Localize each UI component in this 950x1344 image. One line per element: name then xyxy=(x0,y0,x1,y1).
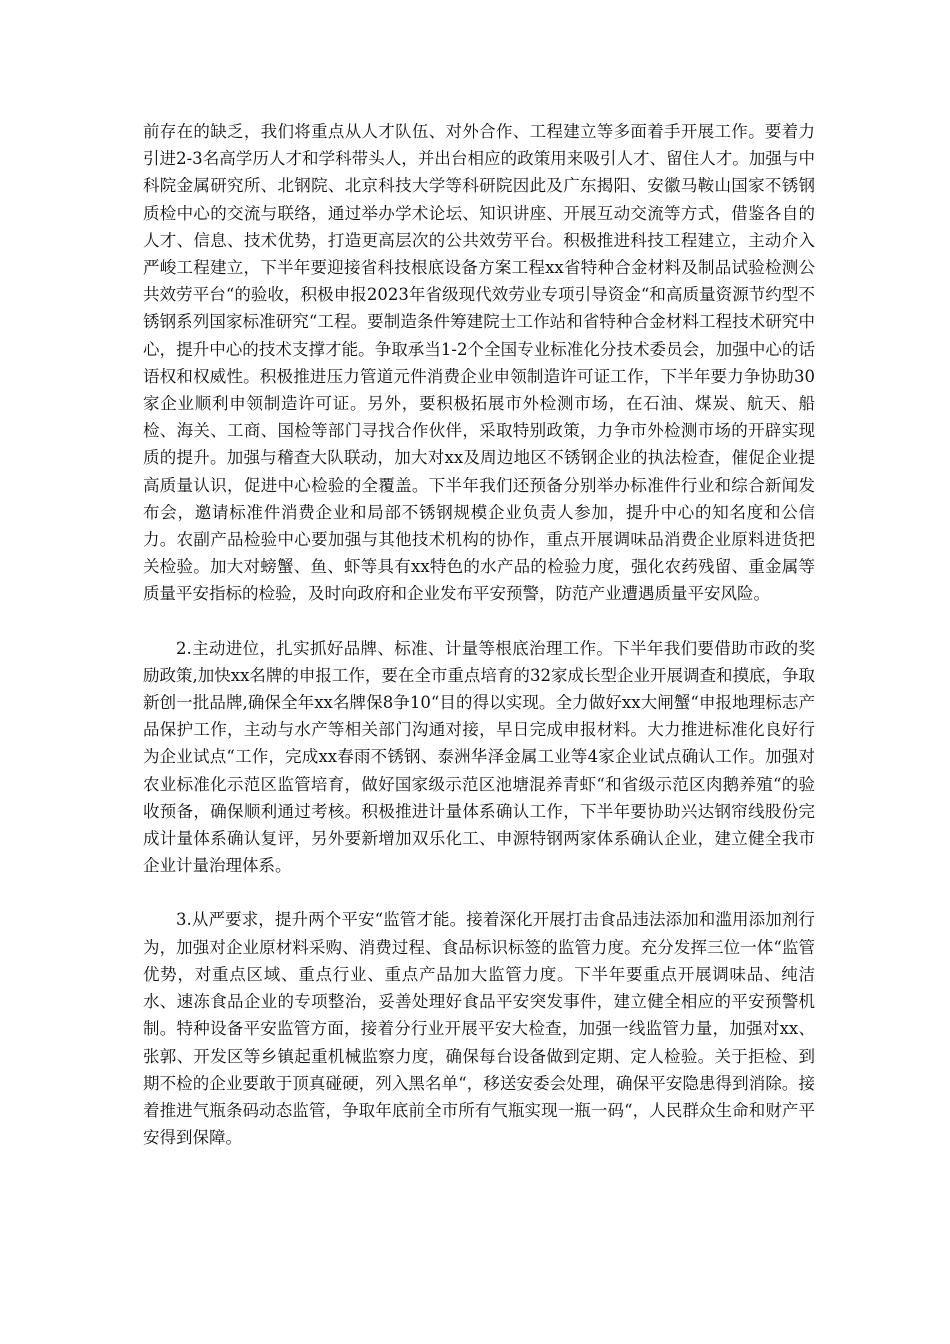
paragraph-2: 2.主动进位，扎实抓好品牌、标准、计量等根底治理工作。下半年我们要借助市政的奖励政策,加快xx名牌的申报工作，要在全市重点培育的32家成长型企业开展调查和摸底，争取新创一批品牌,确保全年xx名牌保8争10“目的得以实现。全力做好xx大闸蟹“申报地理标志产品保护工作，主动与水产等相关部门沟通对接，早日完成申报材料。大力推进标准化良好行为企业试点“工作，完成xx春雨不锈钢、泰洲华泽金属工业等4家企业试点确认工作。加强对农业标准化示范区监管培育，做好国家级示范区池塘混养青虾“和省级示范区肉鹅养殖“的验收预备，确保顺利通过考核。积极推进计量体系确认工作，下半年要协助兴达钢帘线股份完成计量体系确认复评，另外要新增加双乐化工、申源特钢两家体系确认企业，建立健全我市企业计量治理体系。 xyxy=(143,638,815,876)
paragraph-3: 3.从严要求，提升两个平安“监管才能。接着深化开展打击食品违法添加和滥用添加剂行为，加强对企业原材料采购、消费过程、食品标识标签的监管力度。充分发挥三位一体“监管优势，对重点区域、重点行业、重点产品加大监管力度。下半年要重点开展调味品、纯洁水、速冻食品企业的专项整治，妥善处理好食品平安突发事件，建立健全相应的平安预警机制。特种设备平安监管方面，接着分行业开展平安大检查，加强一线监管力量，加强对xx、张郭、开发区等乡镇起重机械监察力度，确保每台设备做到定期、定人检验。关于拒检、到期不检的企业要敢于顶真碰硬，列入黑名单“，移送安委会处理，确保平安隐患得到消除。接着推进气瓶条码动态监管，争取年底前全市所有气瓶实现一瓶一码“，人民群众生命和财产平安得到保障。 xyxy=(143,910,815,1148)
paragraph-1: 前存在的缺乏，我们将重点从人才队伍、对外合作、工程建立等多面着手开展工作。要着力引进2-3名高学历人才和学科带头人，并出台相应的政策用来吸引人才、留住人才。加强与中科院金属研究所、北钢院、北京科技大学等科研院因此及广东揭阳、安徽马鞍山国家不锈钢质检中心的交流与联络，通过举办学术论坛、知识讲座、开展互动交流等方式，借鉴各自的人才、信息、技术优势，打造更高层次的公共效劳平台。积极推进科技工程建立，主动介入严峻工程建立，下半年要迎接省科技根底设备方案工程xx省特种合金材料及制品试验检测公共效劳平台“的验收，积极申报2023年省级现代效劳业专项引导资金“和高质量资源节约型不锈钢系列国家标准研究“工程。要制造条件筹建院士工作站和省特种合金材料工程技术研究中心，提升中心的技术支撑才能。争取承当1-2个全国专业标准化分技术委员会，加强中心的话语权和权威性。积极推进压力管道元件消费企业申领制造许可证工作，下半年要力争协助30家企业顺利申领制造许可证。另外，要积极拓展市外检测市场，在石油、煤炭、航天、船检、海关、工商、国检等部门寻找合作伙伴，采取特别政策，力争市外检测市场的开辟实现质的提升。加强与稽查大队联动，加大对xx及周边地区不锈钢企业的执法检查，催促企业提高质量认识，促进中心检验的全覆盖。下半年我们还预备分别举办标准件行业和综合新闻发布会，邀请标准件消费企业和局部不锈钢规模企业负责人参加，提升中心的知名度和公信力。农副产品检验中心要加强与其他技术机构的协作，重点开展调味品消费企业原料进货把关检验。加大对螃蟹、鱼、虾等具有xx特色的水产品的检验力度，强化农药残留、重金属等质量平安指标的检验，及时向政府和企业发布平安预警，防范产业遭遇质量平安风险。 xyxy=(143,122,815,604)
document-body xyxy=(143,118,815,1178)
